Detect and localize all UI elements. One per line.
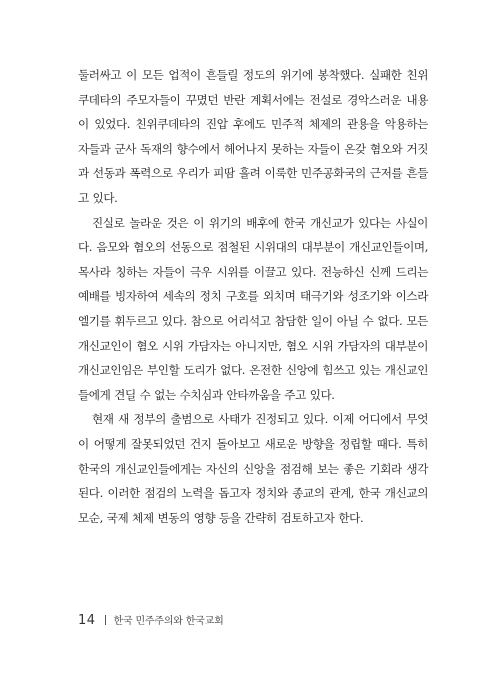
footer-divider [105,615,106,625]
body-text [78,63,428,530]
page-number: 14 [78,613,96,628]
paragraph-2: 진실로 놀라운 것은 이 위기의 배후에 한국 개신교가 있다는 사실이다. 음모와 혐오의 선동으로 점철된 시위대의 대부분이 개신교인들이며, 목사라 칭하는 자들이 극우 시위를 이끌고 있다. 전능하신 신께 드리는 예배를 빙자하여 세속의 정치 구호를 외치며 태극기와 성조기와 이스라엘기를 휘두르고 있다. 참으로 어리석고 참담한 일이 아닐 수 없다. 모든 개신교인이 혐오 시위 가담자는 아니지만, 혐오 시위 가담자의 대부분이 개신교인임은 부인할 도리가 없다. 온전한 신앙에 힘쓰고 있는 개신교인들에게 견딜 수 없는 수치심과 안타까움을 주고 있다. [78,215,428,402]
page-footer [78,612,224,628]
paragraph-3: 현재 새 정부의 출범으로 사태가 진정되고 있다. 이제 어디에서 무엇이 어떻게 잘못되었던 건지 돌아보고 새로운 방향을 정립할 때다. 특히 한국의 개신교인들에게는 자신의 신앙을 점검해 보는 좋은 기회라 생각된다. 이러한 점검의 노력을 돕고자 정치와 종교의 관계, 한국 개신교의 모순, 국제 체제 변동의 영향 등을 간략히 검토하고자 한다. [78,412,428,525]
paragraph-1: 둘러싸고 이 모든 업적이 흔들릴 정도의 위기에 봉착했다. 실패한 친위쿠데타의 주모자들이 꾸몄던 반란 계획서에는 전설로 경악스러운 내용이 있었다. 친위쿠데타의 진압 후에도 민주적 체제의 관용을 악용하는 자들과 군사 독재의 향수에서 헤어나지 못하는 자들이 온갖 혐오와 거짓과 선동과 폭력으로 우리가 피땀 흘려 이룩한 민주공화국의 근저를 흔들고 있다. [78,68,428,205]
running-title: 한국 민주주의와 한국교회 [113,616,224,627]
